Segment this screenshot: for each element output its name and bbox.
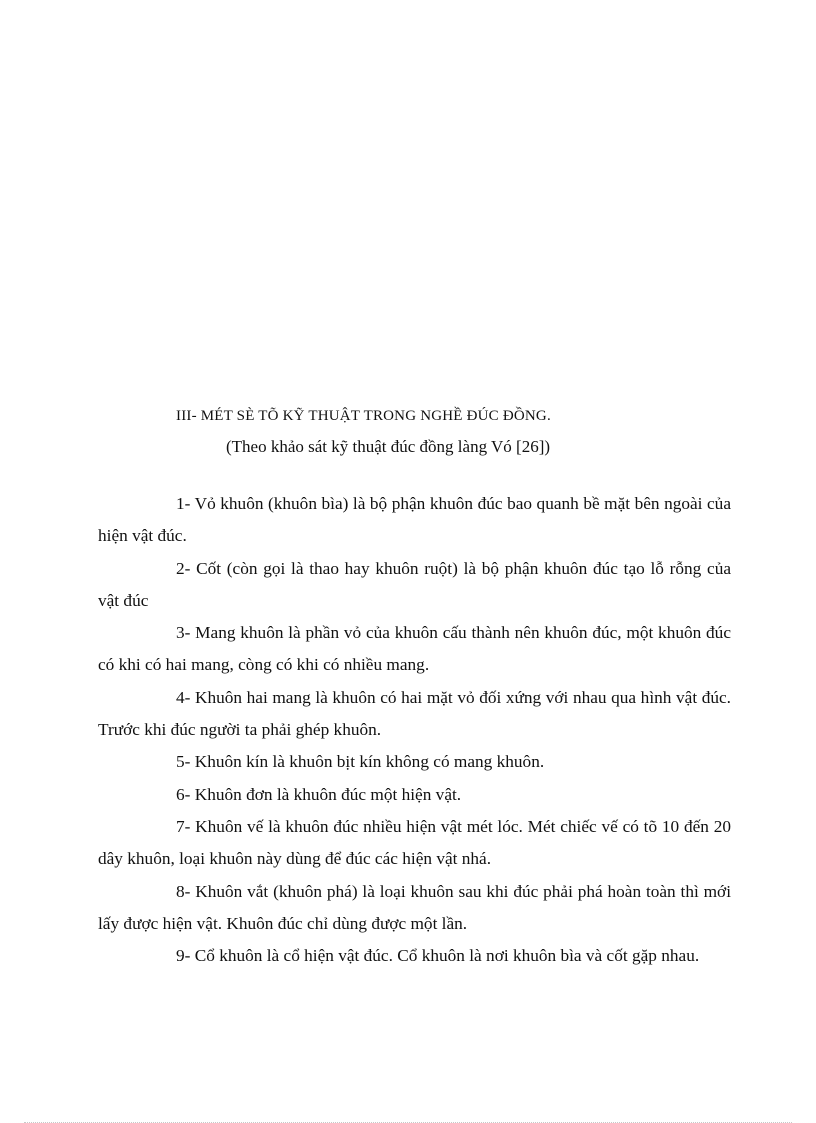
paragraph-2: 2- Cốt (còn gọi là thao hay khuôn ruột) là bộ phận khuôn đúc tạo lỗ rỗng của vật đúc: [98, 558, 731, 610]
paragraph-9: 9- Cổ khuôn là cổ hiện vật đúc. Cổ khuôn là nơi khuôn bìa và cốt gặp nhau.: [176, 946, 700, 966]
paragraph-1: 1- Vỏ khuôn (khuôn bìa) là bộ phận khuôn đúc bao quanh bề mặt bên ngoài của hiện vật đúc.: [98, 494, 731, 546]
paragraph-8: 8- Khuôn vắt (khuôn phá) là loại khuôn sau khi đúc phải phá hoàn toàn thì mới lấy được hiện vật. Khuôn đúc chỉ dùng được một lần.: [98, 881, 731, 933]
paragraph-6: 6- Khuôn đơn là khuôn đúc một hiện vật.: [176, 784, 462, 804]
paragraph-3: 3- Mang khuôn là phần vỏ của khuôn cấu thành nên khuôn đúc, một khuôn đúc có khi có hai mang, còng có khi có nhiều mang.: [98, 623, 731, 675]
paragraph-4: 4- Khuôn hai mang là khuôn có hai mặt vỏ đối xứng với nhau qua hình vật đúc. Trước khi đúc người ta phải ghép khuôn.: [98, 687, 731, 740]
section-subheading: (Theo khảo sát kỹ thuật đúc đồng làng Vó [26]): [226, 437, 551, 456]
paragraph-5: 5- Khuôn kín là khuôn bịt kín không có mang khuôn.: [176, 752, 545, 772]
definition-list: [98, 488, 731, 972]
paragraph-7: 7- Khuôn vế là khuôn đúc nhiều hiện vật mét lóc. Mét chiếc vế có tõ 10 đến 20 dây khuôn, loại khuôn này dùng để đúc các hiện vật nhá.: [98, 816, 731, 869]
section-heading: III- MÉT SÈ TÕ KỸ THUẬT TRONG NGHỀ ĐÚC ĐỒNG.: [176, 408, 551, 424]
